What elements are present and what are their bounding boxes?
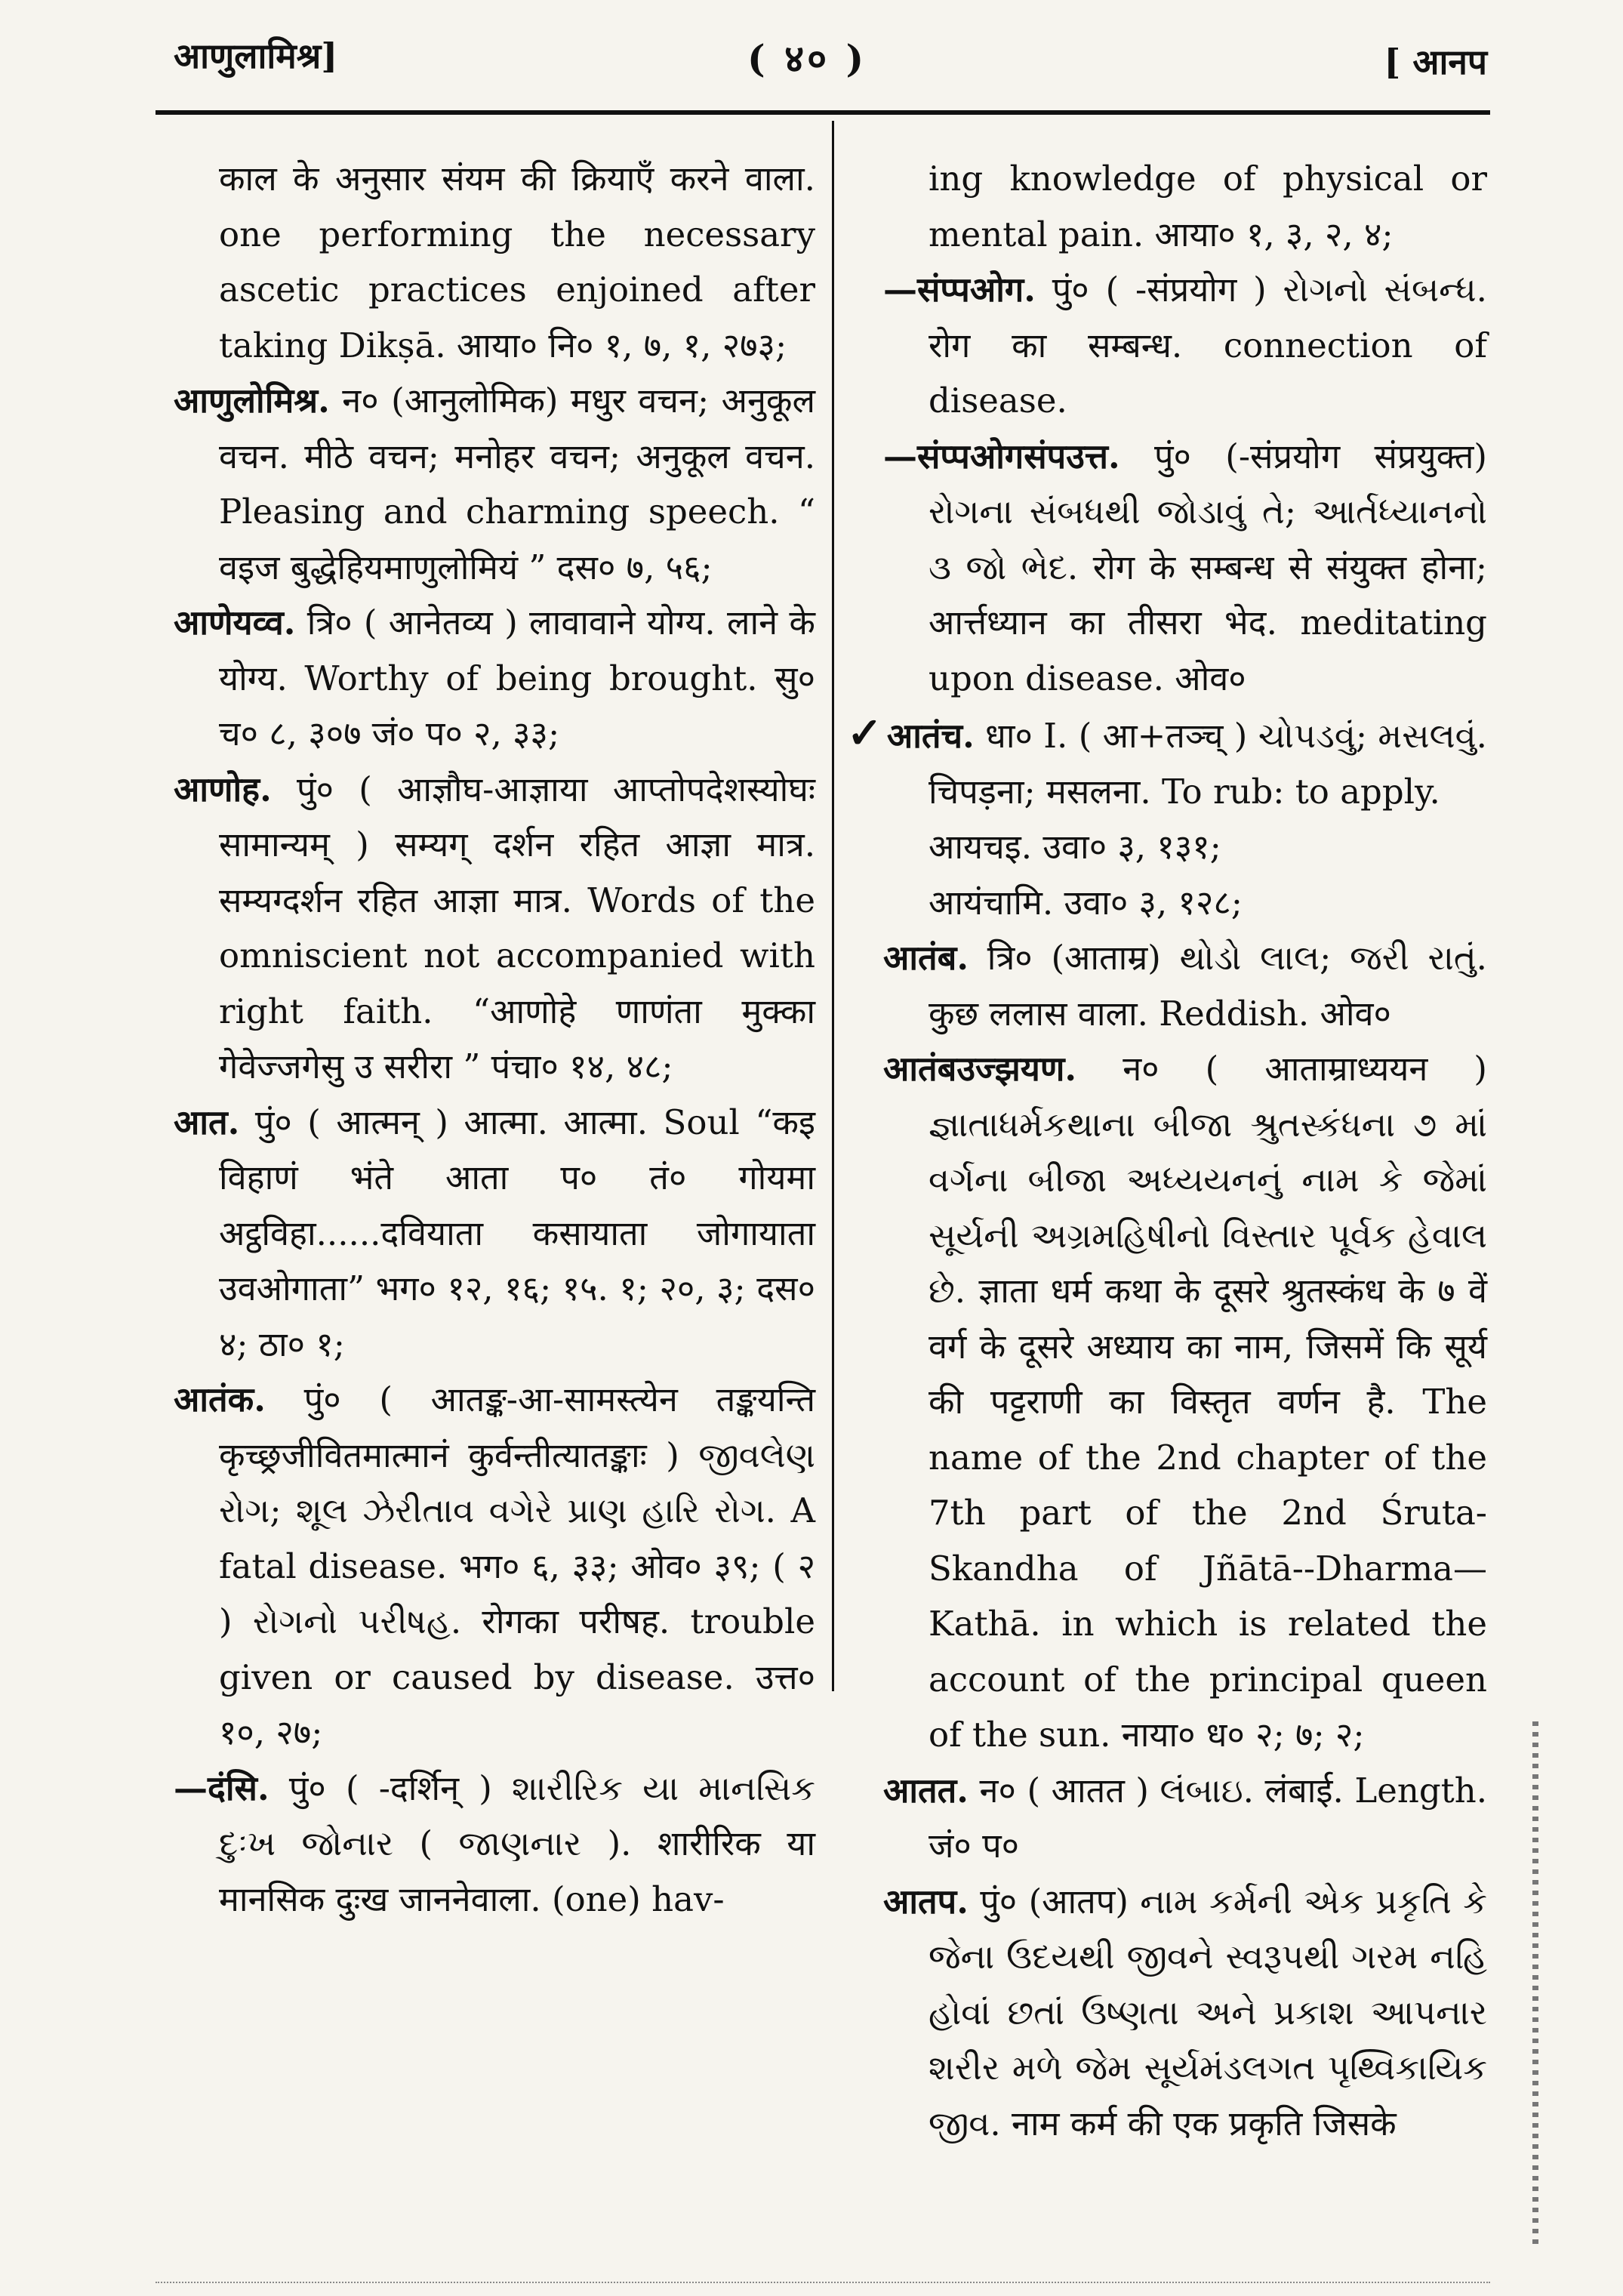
footer-rule bbox=[156, 2282, 1490, 2283]
right-column bbox=[847, 151, 1487, 2151]
header-left-guide-word: आणुलामिश्र] bbox=[174, 35, 338, 76]
entry-headword: आतंब. bbox=[883, 938, 969, 978]
entry-headword: आणेयव्व. bbox=[174, 603, 296, 643]
dictionary-entry bbox=[883, 1763, 1487, 1874]
entry-headword: आतत. bbox=[883, 1770, 969, 1811]
left-column bbox=[174, 151, 815, 1927]
check-mark-icon: ✓ bbox=[847, 708, 882, 758]
entry-headword: आतप. bbox=[883, 1881, 969, 1922]
sub-entry-headword: —दंसि. bbox=[174, 1767, 269, 1808]
dictionary-entry bbox=[883, 151, 1487, 262]
entry-definition: त्रि० ( आनेतव्य ) लावावाने योग्य. लाने के योग्य. Worthy of being brought. सु० च० ८, ३०७ जं० प० २, ३३; bbox=[219, 603, 815, 754]
column-divider bbox=[832, 121, 834, 1691]
entry-definition: आयंचामि. उवा० ३, १२८; bbox=[929, 882, 1243, 923]
header-right-guide-word: [ आनप bbox=[1384, 42, 1487, 82]
dictionary-entry bbox=[883, 429, 1487, 707]
entry-headword: आणुलोमिश्र. bbox=[174, 381, 330, 421]
entry-headword: आतंक. bbox=[174, 1379, 266, 1419]
dictionary-entry bbox=[174, 373, 815, 595]
page-header bbox=[159, 21, 1487, 82]
entry-headword: आतंच. bbox=[886, 716, 975, 756]
dictionary-entry bbox=[174, 151, 815, 373]
entry-definition: काल के अनुसार संयम की क्रियाएँ करने वाला. one performing the necessary ascetic practices enjoined after taking Dikṣā. आया० नि० १, ७, १, २७३; bbox=[219, 159, 815, 365]
entry-definition: न० ( आताम्राध्ययन ) જ્ઞાતાધર્મકથાના બીજા શ્રુતસ્કંધના ૭ માં વર્ગના બીજા અધ્યયનનું નામ કે જેમાં સૂર્યની અગ્રમહિષીનો વિસ્તાર પૂર્વક હેવાલ છે. ज्ञाता धर्म कथा के दूसरे श्रुतस्कंध के ७ वें वर्ग के दूसरे अध्याय का नाम, जिसमें कि सूर्य की पट्टराणी का विस्तृत वर्णन है. The name of the 2nd chapter of the 7th part of the 2nd Śruta-Skandha of Jñātā--Dharma—Kathā. in which is related the account of the principal queen of the sun. नाया० ध० २; ७; २; bbox=[929, 1049, 1487, 1755]
dictionary-entry bbox=[174, 1095, 815, 1373]
dictionary-entry bbox=[883, 875, 1487, 931]
entry-headword: आत. bbox=[174, 1102, 240, 1142]
dictionary-entry bbox=[174, 595, 815, 762]
entry-definition: धा० I. ( आ+तञ्च् ) ચોપડવું; મસલવું. चिपड़ना; मसलना. To rub: to apply. bbox=[929, 716, 1487, 812]
dictionary-entry bbox=[847, 706, 1487, 819]
dictionary-entry bbox=[883, 1874, 1487, 2152]
entry-definition: ing knowledge of physical or mental pain. आया० १, ३, २, ४; bbox=[929, 159, 1487, 254]
dictionary-entry bbox=[883, 819, 1487, 875]
page-number: ( ४० ) bbox=[747, 36, 867, 81]
entry-definition: आयचइ. उवा० ३, १३१; bbox=[929, 827, 1221, 867]
entry-definition: न० ( आतत ) લંબાઇ. लंबाई. Length. जं० प० bbox=[929, 1770, 1487, 1866]
entry-headword: आतंबउज्झयण. bbox=[883, 1049, 1077, 1089]
dictionary-entry bbox=[883, 930, 1487, 1041]
entry-definition: पुं० (आतप) નામ કર્મની એક પ્રકૃતિ કે જેના ઉદયથી જીવને સ્વરૂપથી ગરમ નહિ હોવાં છતાં ઉષ્ણતા અને પ્રકાશ આપનાર શરીર મળે જેમ સૂર્યમંડલગત પૃથ્વિકાયિક જીવ. नाम कर्म की एक प्रकृति जिसके bbox=[929, 1881, 1487, 2143]
sub-entry-headword: —संप्पओग. bbox=[883, 270, 1036, 310]
entry-definition: त्रि० (आताम्र) થોડો લાલ; જરી રાતું. कुछ ललास वाला. Reddish. ओव० bbox=[929, 938, 1487, 1034]
entry-definition: पुं० ( आतङ्क-आ-सामस्त्येन तङ्कयन्ति कृच्छ्रजीवितमात्मानं कुर्वन्तीत्यातङ्काः ) જીવલેણ રોગ; શૂલ ઝેરીતાવ વગેરે પ્રાણ હારિ રોગ. A fatal disease. भग० ६, ३३; ओव० ३९; ( २ ) રોગનો પરીષહ. रोगका परीषह. trouble given or caused by disease. उत्त० १०, २७; bbox=[219, 1379, 815, 1752]
dictionary-entry bbox=[883, 262, 1487, 429]
entry-definition: पुं० ( -संप्रयोग ) રોગનો સંબન્ધ. रोग का सम्बन्ध. connection of disease. bbox=[929, 270, 1487, 421]
header-rule bbox=[156, 110, 1490, 115]
entry-definition: पुं० ( आज्ञौघ-आज्ञाया आप्तोपदेशस्योघः सामान्यम् ) सम्यग् दर्शन रहित आज्ञा मात्र. सम्यग्दर्शन रहित आज्ञा मात्र. Words of the omniscient not accompanied with right faith. “आणोहे णाणंता मुक्का गेवेज्जगेसु उ सरीरा ” पंचा० १४, ४८; bbox=[219, 769, 815, 1086]
dictionary-entry bbox=[883, 1041, 1487, 1763]
entry-headword: आणोह. bbox=[174, 769, 272, 809]
sub-entry-headword: —संप्पओगसंपउत्त. bbox=[883, 436, 1120, 476]
entry-definition: पुं० ( -दर्शिन् ) શારીરિક યા માનસિક દુઃખ જોનાર ( જાણનાર ). शारीरिक या मानसिक दुःख जाननेवाला. (one) hav- bbox=[219, 1767, 815, 1919]
entry-definition: न० (आनुलोमिक) मधुर वचन; अनुकूल वचन. मीठे वचन; मनोहर वचन; अनुकूल वचन. Pleasing and charming speech. “ वइज बुद्धेहियमाणुलोमियं ” दस० ७, ५६; bbox=[219, 381, 815, 587]
entry-definition: पुं० ( आत्मन् ) आत्मा. आत्मा. Soul “कइ विहाणं भंते आता प० तं० गोयमा अट्ठविहा......दवियाता कसायाता जोगायाता उवओगाता” भग० १२, १६; १५. १; २०, ३; दस० ४; ठा० १; bbox=[219, 1102, 815, 1364]
page-edge-mark bbox=[1532, 1721, 1538, 2250]
entry-definition: पुं० (-संप्रयोग संप्रयुक्त) રોગના સંબધથી જોડાવું તે; આર્તધ્યાનનો ૩ જો ભેદ. रोग के सम्बन्ध से संयुक्त होना; आर्त्तध्यान का तीसरा भेद. meditating upon disease. ओव० bbox=[929, 436, 1487, 698]
dictionary-entry bbox=[174, 762, 815, 1095]
dictionary-entry bbox=[174, 1372, 815, 1761]
dictionary-entry bbox=[174, 1761, 815, 1928]
